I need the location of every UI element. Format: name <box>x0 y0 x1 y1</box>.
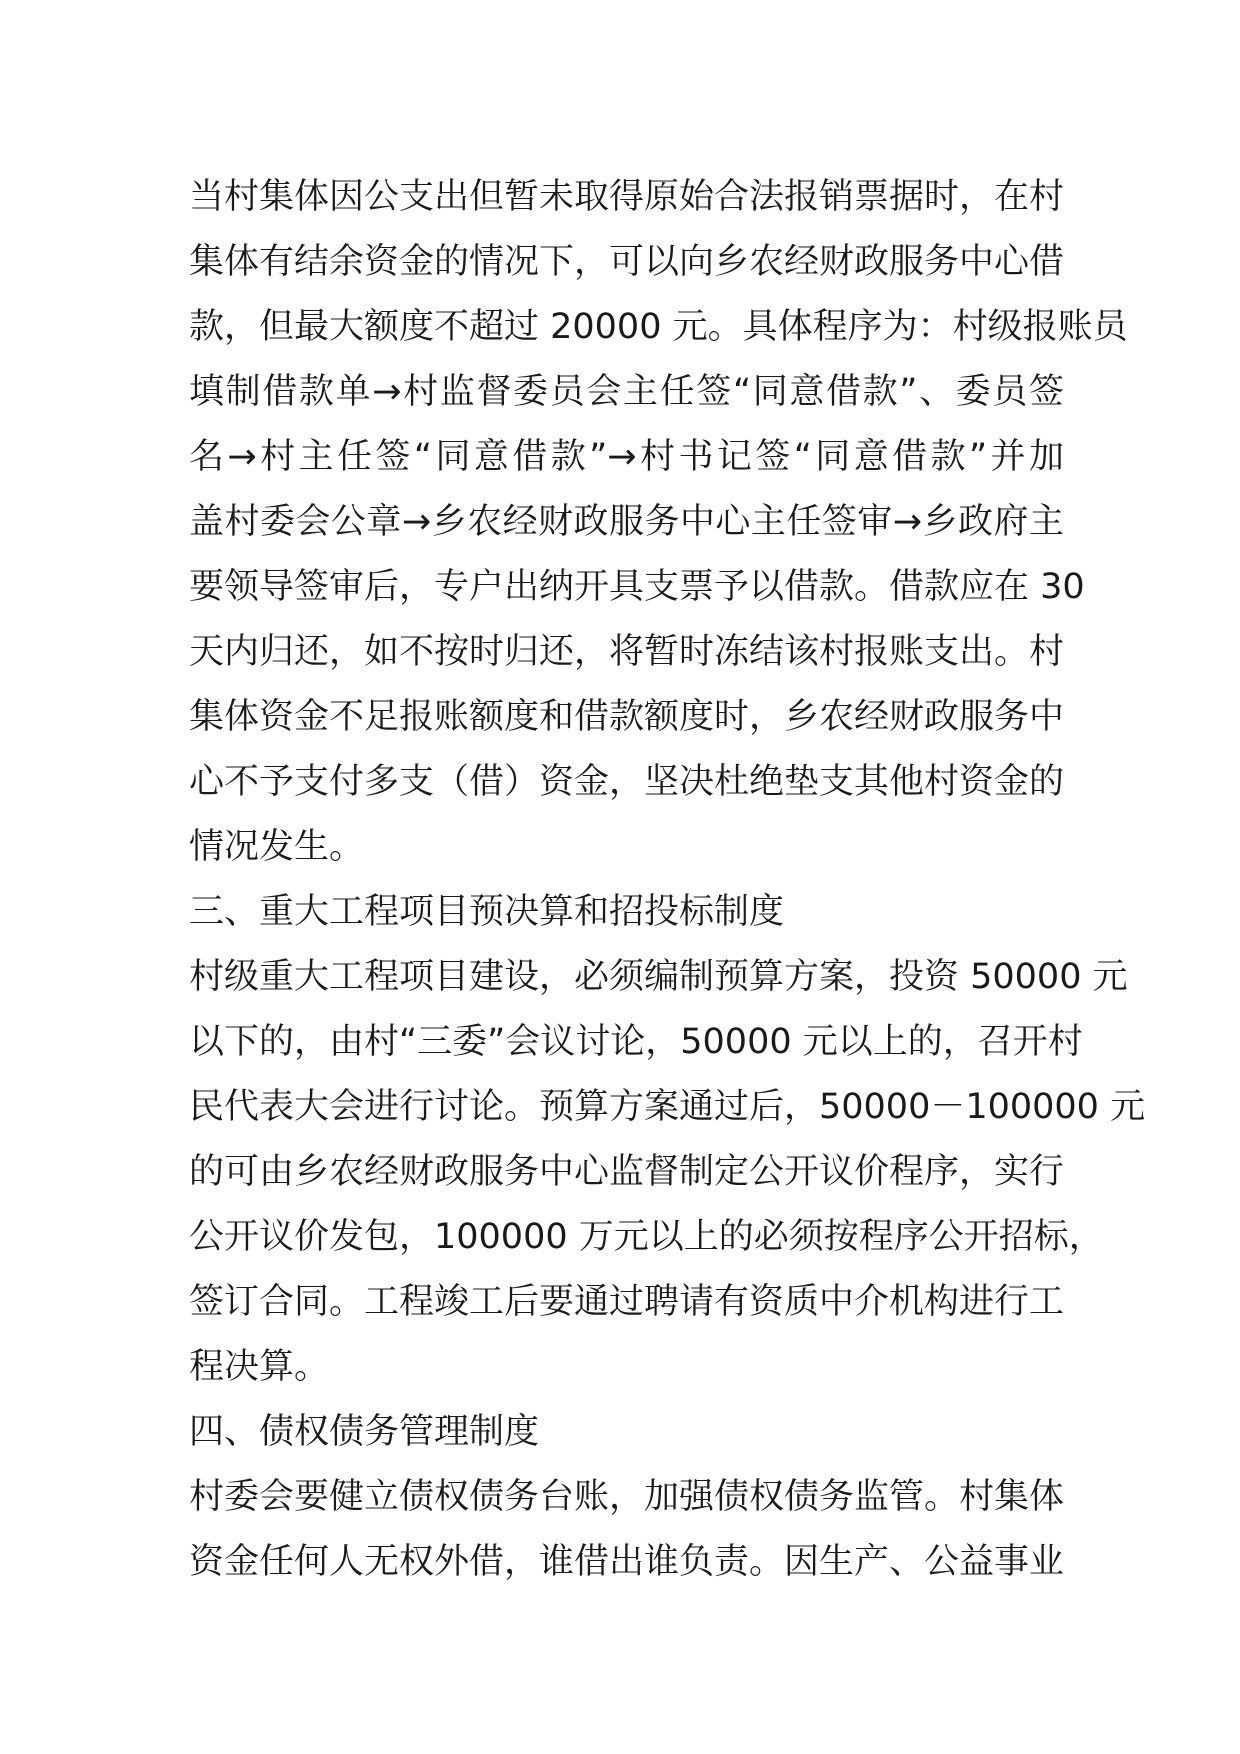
paragraph-line: 天内归还，如不按时归还，将暂时冻结该村报账支出。村 <box>189 632 1065 672</box>
paragraph-line: 民代表大会进行讨论。预算方案通过后，50000－100000 元 <box>189 1087 1146 1127</box>
paragraph-line: 盖村委会公章→乡农经财政服务中心主任签审→乡政府主 <box>189 502 1064 542</box>
paragraph-line: 村委会要健立债权债务台账，加强债权债务监管。村集体 <box>189 1477 1065 1517</box>
paragraph-line: 心不予支付多支（借）资金，坚决杜绝垫支其他村资金的 <box>189 762 1065 802</box>
paragraph-line: 集体资金不足报账额度和借款额度时，乡农经财政服务中 <box>189 697 1065 737</box>
paragraph-line: 签订合同。工程竣工后要通过聘请有资质中介机构进行工 <box>189 1282 1065 1322</box>
document-body <box>189 165 1146 1595</box>
paragraph-line: 村级重大工程项目建设，必须编制预算方案，投资 50000 元 <box>189 957 1128 997</box>
paragraph-line: 要领导签审后，专户出纳开具支票予以借款。借款应在 30 <box>189 567 1085 607</box>
paragraph-line: 资金任何人无权外借，谁借出谁负责。因生产、公益事业 <box>189 1542 1065 1582</box>
paragraph-line: 名→村主任签“同意借款”→村书记签“同意借款”并加 <box>189 437 1064 477</box>
section-heading: 三、重大工程项目预决算和招投标制度 <box>189 892 785 932</box>
paragraph-line: 以下的，由村“三委”会议讨论，50000 元以上的，召开村 <box>189 1022 1083 1062</box>
paragraph-line: 公开议价发包，100000 万元以上的必须按程序公开招标， <box>189 1217 1104 1257</box>
paragraph-line: 的可由乡农经财政服务中心监督制定公开议价程序，实行 <box>189 1152 1065 1192</box>
section-heading: 四、债权债务管理制度 <box>189 1412 540 1452</box>
paragraph-line: 当村集体因公支出但暂未取得原始合法报销票据时，在村 <box>189 177 1065 217</box>
paragraph-line: 情况发生。 <box>189 827 365 867</box>
paragraph-line: 集体有结余资金的情况下，可以向乡农经财政服务中心借 <box>189 242 1065 282</box>
paragraph-line: 填制借款单→村监督委员会主任签“同意借款”、委员签 <box>189 372 1064 412</box>
paragraph-line: 程决算。 <box>189 1347 330 1387</box>
paragraph-line: 款，但最大额度不超过 20000 元。具体程序为：村级报账员 <box>189 307 1128 347</box>
